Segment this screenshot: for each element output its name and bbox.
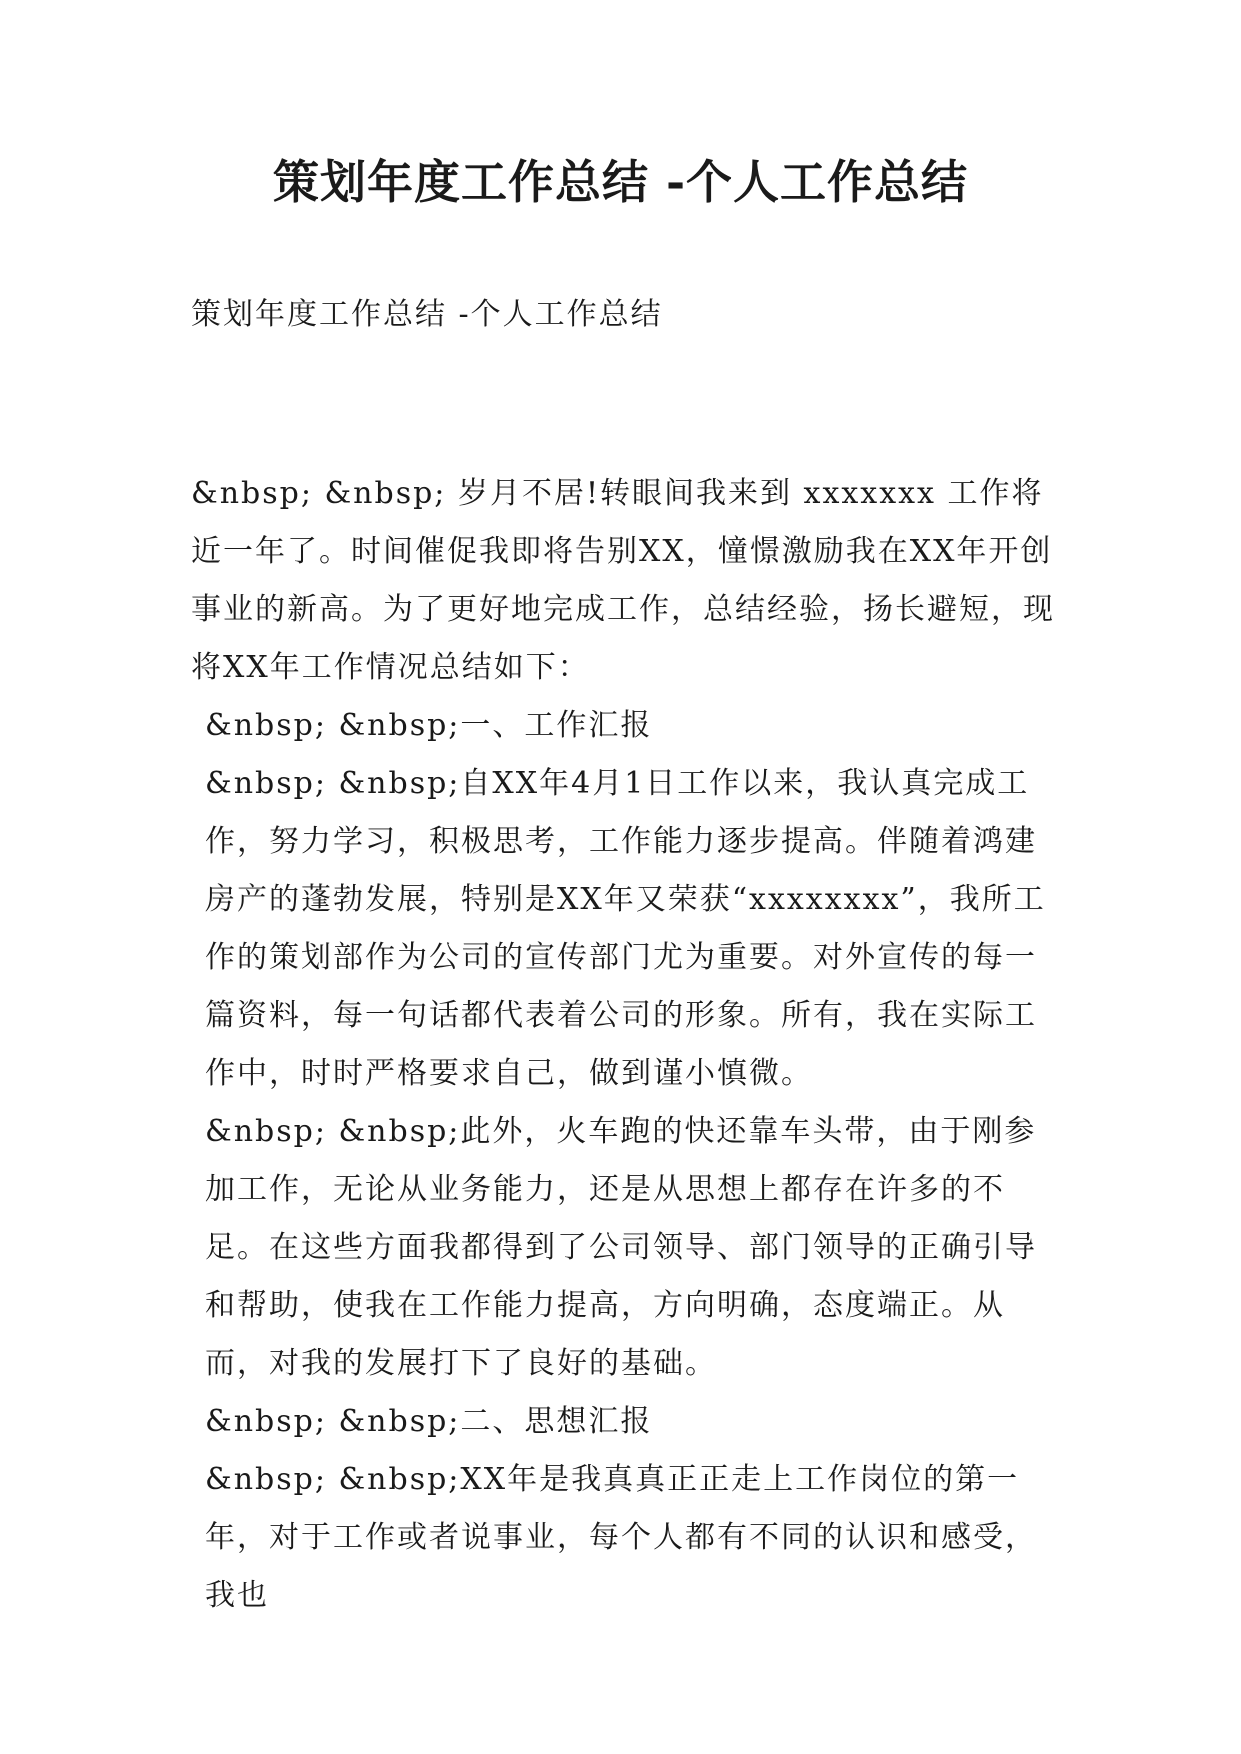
- document-body: [191, 465, 1061, 1625]
- document-title: 策划年度工作总结 -个人工作总结: [272, 155, 969, 209]
- section-heading-thought-report: &nbsp; &nbsp;二、思想汇报: [205, 1404, 653, 1439]
- document-subtitle: 策划年度工作总结 -个人工作总结: [191, 297, 663, 332]
- paragraph-intro: &nbsp; &nbsp; 岁月不居!转眼间我来到 xxxxxxx 工作将近一年了。时间催促我即将告别XX，憧憬激励我在XX年开创事业的新高。为了更好地完成工作，总结经验，扬长避短，现将XX年工作情况总结如下：: [191, 476, 1055, 685]
- paragraph-work-report: &nbsp; &nbsp;自XX年4月1日工作以来，我认真完成工作，努力学习，积极思考，工作能力逐步提高。伴随着鸿建房产的蓬勃发展，特别是XX年又荣获“xxxxxxxx”，我所工作的策划部作为公司的宣传部门尤为重要。对外宣传的每一篇资料，每一句话都代表着公司的形象。所有，我在实际工作中，时时严格要求自己，做到谨小慎微。: [205, 766, 1046, 1091]
- section-heading-work-report: &nbsp; &nbsp;一、工作汇报: [205, 708, 653, 743]
- paragraph-thought-report: &nbsp; &nbsp;XX年是我真真正正走上工作岗位的第一年，对于工作或者说事业，每个人都有不同的认识和感受，我也: [205, 1462, 1037, 1613]
- paragraph-guidance: &nbsp; &nbsp;此外，火车跑的快还靠车头带，由于刚参加工作，无论从业务能力，还是从思想上都存在许多的不足。在这些方面我都得到了公司领导、部门领导的正确引导和帮助，使我在工作能力提高，方向明确，态度端正。从而，对我的发展打下了良好的基础。: [205, 1114, 1037, 1381]
